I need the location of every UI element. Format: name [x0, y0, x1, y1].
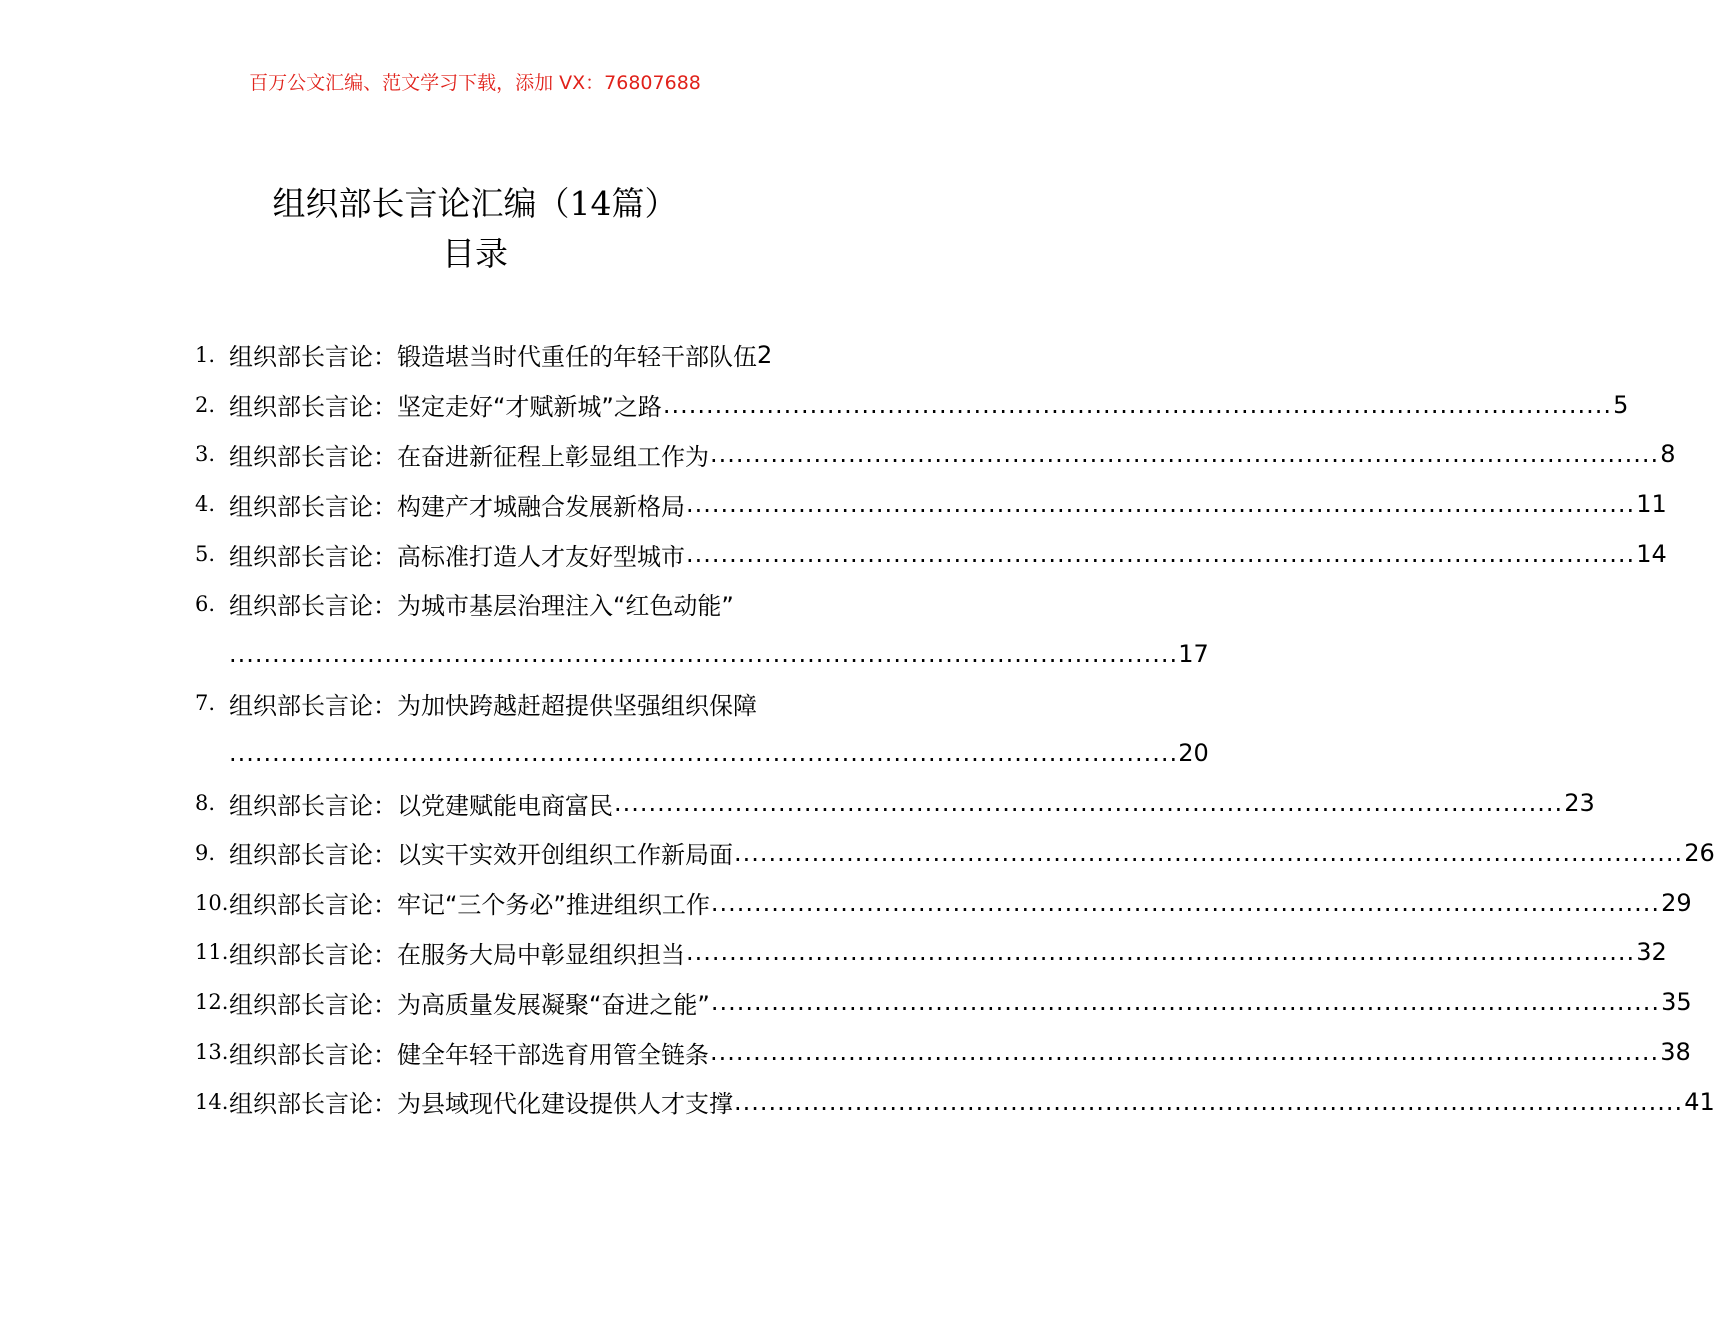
- toc-leader-dots: [686, 938, 1635, 966]
- table-of-contents: [195, 330, 1715, 1127]
- toc-entry-number: 6.: [195, 591, 216, 616]
- toc-entry-number: 14.: [195, 1089, 229, 1114]
- toc-entry-title: 组织部长言论：在奋进新征程上彰显组工作为: [229, 442, 709, 471]
- toc-entry-page: 17: [1178, 639, 1209, 668]
- toc-leader-dots: ..............................................................................................................: [229, 739, 1179, 768]
- toc-entry-number: 3.: [195, 442, 216, 467]
- toc-entry-number: 4.: [195, 492, 216, 517]
- toc-entry-number: 10.: [195, 890, 229, 915]
- title-prefix: 组织部长言论汇编（: [272, 184, 570, 223]
- toc-entry-title: 组织部长言论：健全年轻干部选育用管全链条: [229, 1040, 709, 1069]
- document-title: [0, 182, 950, 226]
- toc-entry-title: 组织部长言论：为县域现代化建设提供人才支撑: [229, 1090, 733, 1119]
- toc-entry-page: 26: [1684, 838, 1715, 867]
- toc-entry[interactable]: [195, 679, 805, 729]
- toc-entry[interactable]: [195, 579, 805, 629]
- toc-leader-dots: [686, 540, 1635, 568]
- toc-entry-number: 1.: [195, 342, 216, 367]
- toc-entry[interactable]: [195, 1077, 1715, 1127]
- toc-heading: 目录: [442, 234, 508, 273]
- toc-leader-dots: [614, 789, 1563, 817]
- toc-entry-title: 组织部长言论：为城市基层治理注入“红色动能”: [229, 592, 734, 621]
- toc-entry-title: 组织部长言论：锻造堪当时代重任的年轻干部队伍: [229, 343, 757, 372]
- toc-entry[interactable]: [195, 380, 1629, 430]
- toc-entry-title: 组织部长言论：以党建赋能电商富民: [229, 791, 613, 820]
- title-suffix: 篇）: [611, 184, 678, 223]
- toc-entry-number: 12.: [195, 990, 229, 1015]
- toc-entry-page: 41: [1684, 1087, 1715, 1116]
- toc-leader-dots: [734, 1088, 1683, 1116]
- toc-entry-page: 38: [1660, 1038, 1691, 1067]
- toc-entry-title: 组织部长言论：高标准打造人才友好型城市: [229, 542, 685, 571]
- toc-leader-dots: [734, 839, 1683, 867]
- toc-entry-title: 组织部长言论：为加快跨越赶超提供坚强组织保障: [229, 691, 757, 720]
- toc-entry-page: 11: [1636, 490, 1667, 519]
- toc-entry-title: 组织部长言论：坚定走好“才赋新城”之路: [229, 393, 662, 422]
- header-promo-note: 百万公文汇编、范文学习下载，添加 VX：76807688: [249, 72, 701, 94]
- toc-entry-title: 组织部长言论：以实干实效开创组织工作新局面: [229, 841, 733, 870]
- toc-entry-page: 20: [1178, 739, 1209, 768]
- toc-entry-page: 14: [1636, 540, 1667, 569]
- toc-entry-number: 7.: [195, 691, 216, 716]
- toc-entry[interactable]: [195, 1027, 1691, 1077]
- toc-entry-page: 32: [1636, 938, 1667, 967]
- toc-entry-continuation[interactable]: [195, 629, 1209, 679]
- toc-entry-number: 5.: [195, 542, 216, 567]
- toc-entry-title: 组织部长言论：构建产才城融合发展新格局: [229, 492, 685, 521]
- toc-entry-number: 11.: [195, 940, 229, 965]
- toc-leader-dots: [710, 440, 1659, 468]
- toc-entry[interactable]: [195, 928, 1667, 978]
- toc-leader-dots: [711, 988, 1660, 1016]
- toc-entry[interactable]: [195, 977, 1692, 1027]
- toc-entry-number: 13.: [195, 1040, 229, 1065]
- toc-entry-page: 29: [1661, 888, 1692, 917]
- toc-leader-dots: [711, 889, 1660, 917]
- toc-leader-dots: [686, 490, 1635, 518]
- toc-entry-number: 2.: [195, 392, 216, 417]
- toc-entry[interactable]: [195, 529, 1667, 579]
- toc-entry[interactable]: [195, 479, 1667, 529]
- toc-entry[interactable]: [195, 878, 1692, 928]
- toc-entry[interactable]: [195, 778, 1595, 828]
- toc-entry[interactable]: [195, 828, 1715, 878]
- toc-entry-continuation[interactable]: [195, 728, 1209, 778]
- toc-entry-title: 组织部长言论：牢记“三个务必”推进组织工作: [229, 891, 710, 920]
- toc-leader-dots: [663, 391, 1612, 419]
- toc-leader-dots: [710, 1038, 1659, 1066]
- toc-entry-page: 5: [1613, 390, 1629, 419]
- toc-entry-title: 组织部长言论：为高质量发展凝聚“奋进之能”: [229, 990, 710, 1019]
- toc-leader-dots: ..............................................................................................................: [229, 639, 1179, 668]
- toc-entry-number: 8.: [195, 791, 216, 816]
- toc-entry-number: 9.: [195, 840, 216, 865]
- toc-entry[interactable]: [195, 430, 1676, 480]
- title-number: 14: [569, 184, 612, 223]
- toc-entry-page: 8: [1660, 440, 1676, 469]
- toc-entry-title: 组织部长言论：在服务大局中彰显组织担当: [229, 940, 685, 969]
- toc-entry-page: 35: [1661, 988, 1692, 1017]
- toc-entry[interactable]: [195, 330, 805, 380]
- toc-entry-page: 23: [1564, 789, 1595, 818]
- toc-entry-page: 2: [757, 340, 773, 369]
